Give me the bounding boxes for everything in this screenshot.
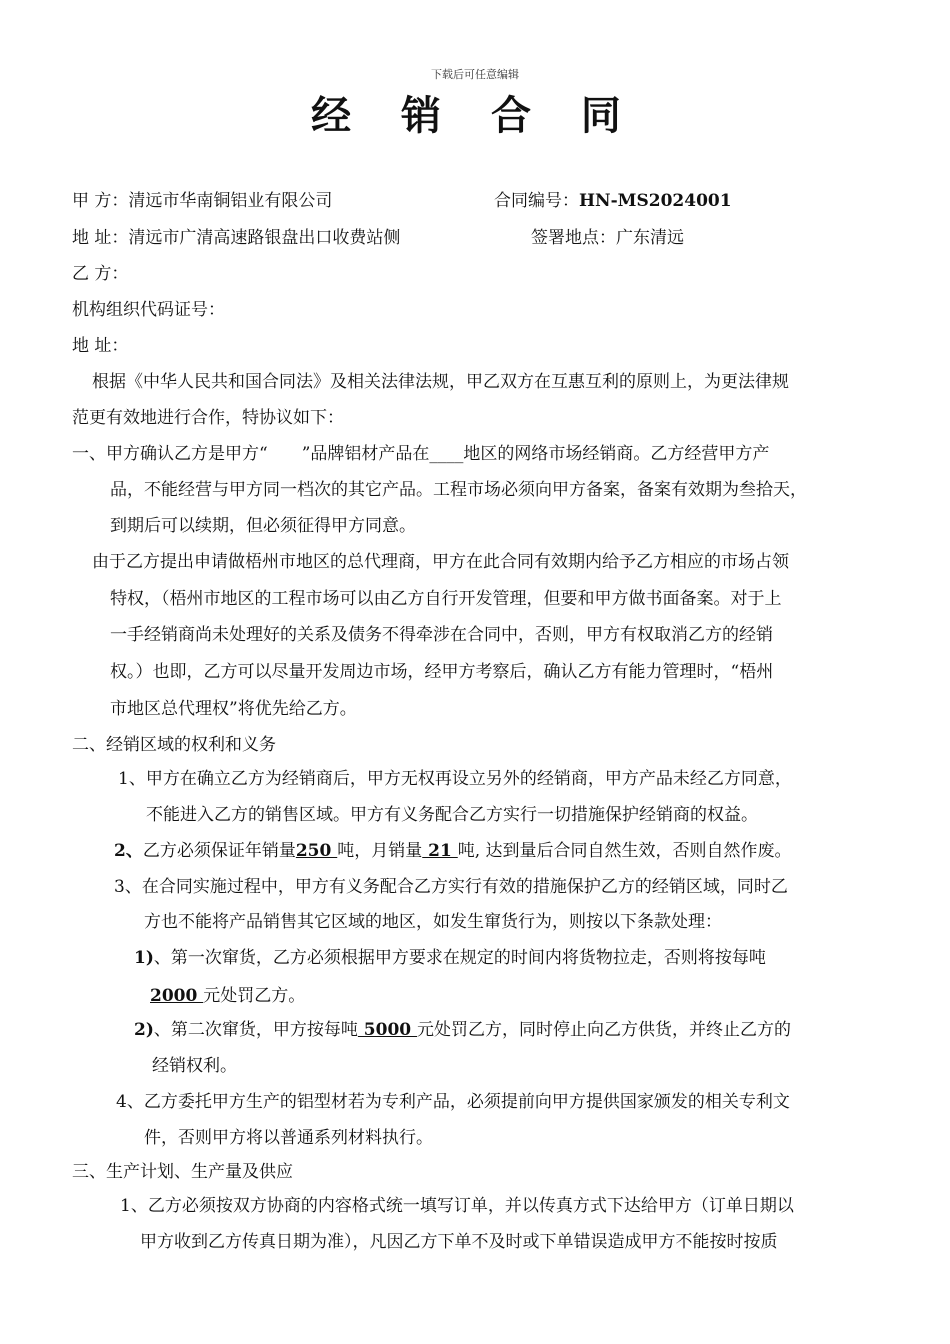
section2-item4-line-2: 件，否则甲方将以普通系列材料执行。 [144,1128,433,1148]
item2-text-2: 吨，月销量 [337,841,423,861]
org-code: 机构组织代码证号： [72,300,225,320]
item2-text-4: , 达到量后合同自然生效，否则自然作废。 [474,841,792,861]
intro-line-2: 范更有效地进行合作，特协议如下： [72,408,344,428]
section2-heading: 二、经销区域的权利和义务 [72,735,276,755]
item2-number: 2、 [114,841,143,861]
section2-item2 [114,839,792,863]
section2-item1-line-2: 不能进入乙方的销售区域。甲方有义务配合乙方实行一切措施保护经销商的权益。 [146,805,758,825]
section2-item1-line-1: 1、甲方在确立乙方为经销商后，甲方无权再设立另外的经销商，甲方产品未经乙方同意， [118,769,792,789]
sub-clause-2-text-1: 、第二次窜货，甲方按每吨 [153,1020,358,1040]
sub-clause-1-fine [150,984,305,1008]
section2-item3-line-2: 方也不能将产品销售其它区域的地区，如发生窜货行为，则按以下条款处理： [144,912,722,932]
contract-number-label: 合同编号： [494,191,579,211]
sign-place: 签署地点：广东清远 [531,228,684,248]
section2-item3-line-1: 3、在合同实施过程中，甲方有义务配合乙方实行有效的措施保护乙方的经销区域，同时乙 [114,877,788,897]
contract-number [494,189,732,213]
section3-item1-line-1: 1、乙方必须按双方协商的内容格式统一填写订单，并以传真方式下达给甲方（订单日期以 [120,1196,794,1216]
section1-line-2: 品，不能经营与甲方同一档次的其它产品。工程市场必须向甲方备案，备案有效期为叁拾天， [110,480,807,500]
section1-extra-line-5: 市地区总代理权”将优先给乙方。 [110,699,357,719]
section2-item4-line-1: 4、乙方委托甲方生产的铝型材若为专利产品，必须提前向甲方提供国家颁发的相关专利文 [116,1092,790,1112]
section3-item1-line-2: 甲方收到乙方传真日期为准），凡因乙方下单不及时或下单错误造成甲方不能按时按质 [140,1232,778,1252]
header-note: 下载后可任意编辑 [431,68,519,81]
party-a: 甲 方：清远市华南铜铝业有限公司 [72,191,333,211]
document-title: 经 销 合 同 [311,92,639,139]
sub-clause-1-number: 1) [134,948,154,968]
sub-clause-1 [134,946,766,970]
monthly-sales-value: 21 [422,841,458,861]
second-fine-value: 5000 [357,1020,418,1040]
item2-text-3: 吨 [457,841,475,861]
item2-text-1: 乙方必须保证年销量 [142,841,296,861]
contract-number-value: HN-MS2024001 [579,191,732,211]
section1-line-3: 到期后可以续期，但必须征得甲方同意。 [110,516,416,536]
sub-clause-1-tail: 元处罚乙方。 [203,986,306,1006]
sub-clause-2 [134,1018,791,1042]
address-b: 地 址： [72,336,129,356]
sub-clause-2-number: 2) [134,1020,154,1040]
sub-clause-2-line-2: 经销权利。 [152,1056,237,1076]
section1-extra-line-3: 一手经销商尚未处理好的关系及债务不得牵涉在合同中，否则，甲方有权取消乙方的经销 [110,625,773,645]
annual-sales-value: 250 [295,841,338,861]
section1-extra-line-1: 由于乙方提出申请做梧州市地区的总代理商，甲方在此合同有效期内给予乙方相应的市场占领 [92,552,789,572]
section1-extra-line-2: 特权，（梧州市地区的工程市场可以由乙方自行开发管理，但要和甲方做书面备案。对于上 [110,589,782,609]
section3-heading: 三、生产计划、生产量及供应 [72,1162,293,1182]
first-fine-value: 2000 [150,986,204,1006]
sub-clause-2-text-2: 元处罚乙方，同时停止向乙方供货，并终止乙方的 [417,1020,792,1040]
intro-line-1: 根据《中华人民共和国合同法》及相关法律法规，甲乙双方在互惠互利的原则上，为更法律规 [92,372,789,392]
section1-extra-line-4: 权。）也即，乙方可以尽量开发周边市场，经甲方考察后，确认乙方有能力管理时，“梧州 [110,662,774,682]
party-b: 乙 方： [72,264,129,284]
section1-line-1: 一、甲方确认乙方是甲方“ ”品牌铝材产品在____地区的网络市场经销商。乙方经营甲方产 [72,444,770,464]
sub-clause-1-text: 、第一次窜货，乙方必须根据甲方要求在规定的时间内将货物拉走，否则将按每吨 [153,948,766,968]
address-a: 地 址：清远市广清高速路银盘出口收费站侧 [72,228,401,248]
